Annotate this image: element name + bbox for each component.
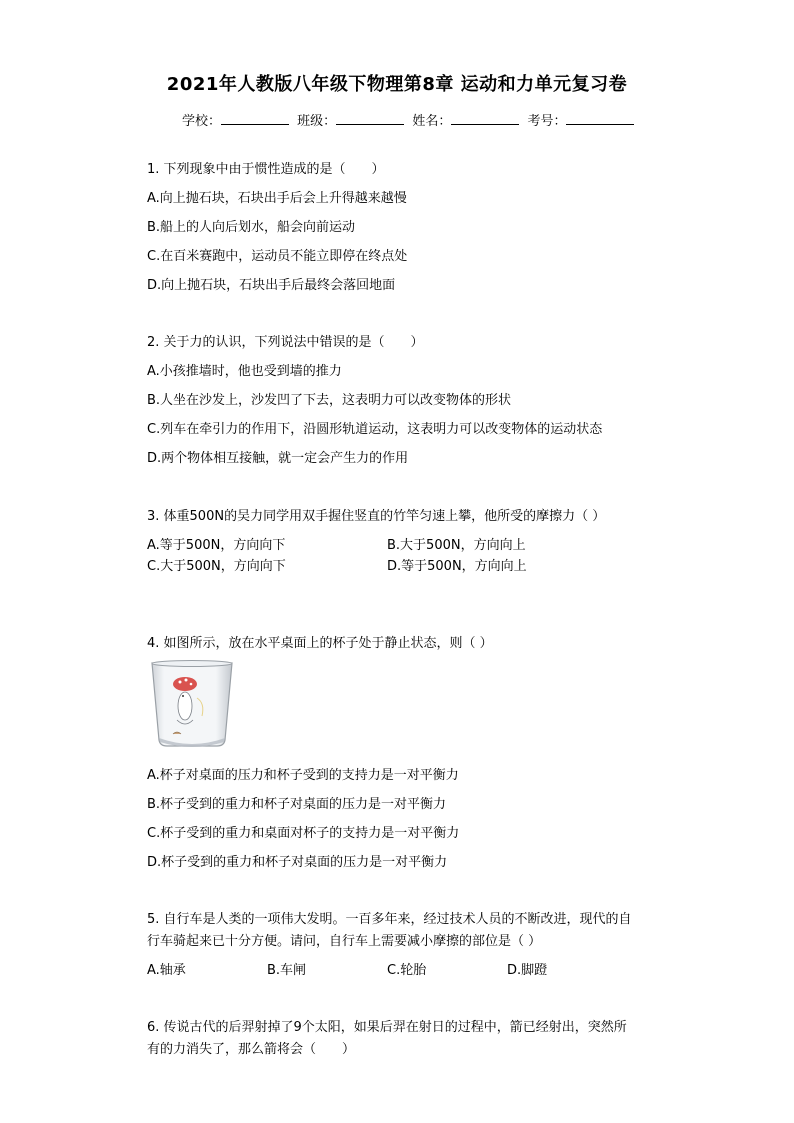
q6-stem-line2: 有的力消失了，那么箭将会（ ）: [147, 1042, 356, 1057]
q4-option-d: D.杯子受到的重力和杯子对桌面的压力是一对平衡力: [147, 855, 448, 870]
exam-no-label: 考号：: [527, 114, 567, 129]
q1-option-c: C.在百米赛跑中，运动员不能立即停在终点处: [147, 249, 408, 264]
q2-option-c: C.列车在牵引力的作用下，沿圆形轨道运动，这表明力可以改变物体的运动状态: [147, 422, 603, 437]
q4-stem: 4. 如图所示，放在水平桌面上的杯子处于静止状态，则（ ）: [147, 636, 493, 651]
glass-cup-figure: [147, 658, 237, 750]
q3-option-b: B.大于500N，方向向上: [387, 538, 526, 553]
q3-option-d: D.等于500N，方向向上: [387, 559, 527, 574]
exam-no-blank[interactable]: [566, 112, 634, 125]
q2-stem: 2. 关于力的认识，下列说法中错误的是（ ）: [147, 335, 424, 350]
q1-stem: 1. 下列现象中由于惯性造成的是（ ）: [147, 162, 385, 177]
q4-option-a: A.杯子对桌面的压力和杯子受到的支持力是一对平衡力: [147, 768, 459, 783]
class-label: 班级：: [297, 114, 337, 129]
q4-option-b: B.杯子受到的重力和杯子对桌面的压力是一对平衡力: [147, 797, 447, 812]
q2-option-b: B.人坐在沙发上，沙发凹了下去，这表明力可以改变物体的形状: [147, 393, 512, 408]
q4-option-c: C.杯子受到的重力和桌面对杯子的支持力是一对平衡力: [147, 826, 460, 841]
q5-option-d: D.脚蹬: [507, 963, 548, 978]
q1-option-a: A.向上抛石块，石块出手后会上升得越来越慢: [147, 191, 407, 206]
name-blank[interactable]: [451, 112, 519, 125]
q1-option-d: D.向上抛石块，石块出手后最终会落回地面: [147, 278, 396, 293]
name-label: 姓名：: [412, 114, 452, 129]
q5-option-b: B.车闸: [267, 963, 307, 978]
q5-option-a: A.轴承: [147, 963, 186, 978]
school-label: 学校：: [182, 114, 222, 129]
page-title: 2021年人教版八年级下物理第8章 运动和力单元复习卷: [166, 74, 628, 95]
q1-option-b: B.船上的人向后划水，船会向前运动: [147, 220, 356, 235]
school-blank[interactable]: [221, 112, 289, 125]
q6-stem-line1: 6. 传说古代的后羿射掉了9个太阳，如果后羿在射日的过程中，箭已经射出，突然所: [147, 1020, 627, 1035]
q5-option-c: C.轮胎: [387, 963, 427, 978]
student-info-line: [182, 110, 638, 129]
q5-stem-line1: 5. 自行车是人类的一项伟大发明。一百多年来，经过技术人员的不断改进，现代的自: [147, 912, 632, 927]
class-blank[interactable]: [336, 112, 404, 125]
q3-stem: 3. 体重500N的吴力同学用双手握住竖直的竹竿匀速上攀，他所受的摩擦力（ ）: [147, 509, 606, 524]
q2-option-d: D.两个物体相互接触，就一定会产生力的作用: [147, 451, 409, 466]
q2-option-a: A.小孩推墙时，他也受到墙的推力: [147, 364, 342, 379]
q3-option-a: A.等于500N，方向向下: [147, 538, 286, 553]
q3-option-c: C.大于500N，方向向下: [147, 559, 286, 574]
q5-stem-line2: 行车骑起来已十分方便。请问，自行车上需要减小摩擦的部位是（ ）: [147, 934, 542, 949]
